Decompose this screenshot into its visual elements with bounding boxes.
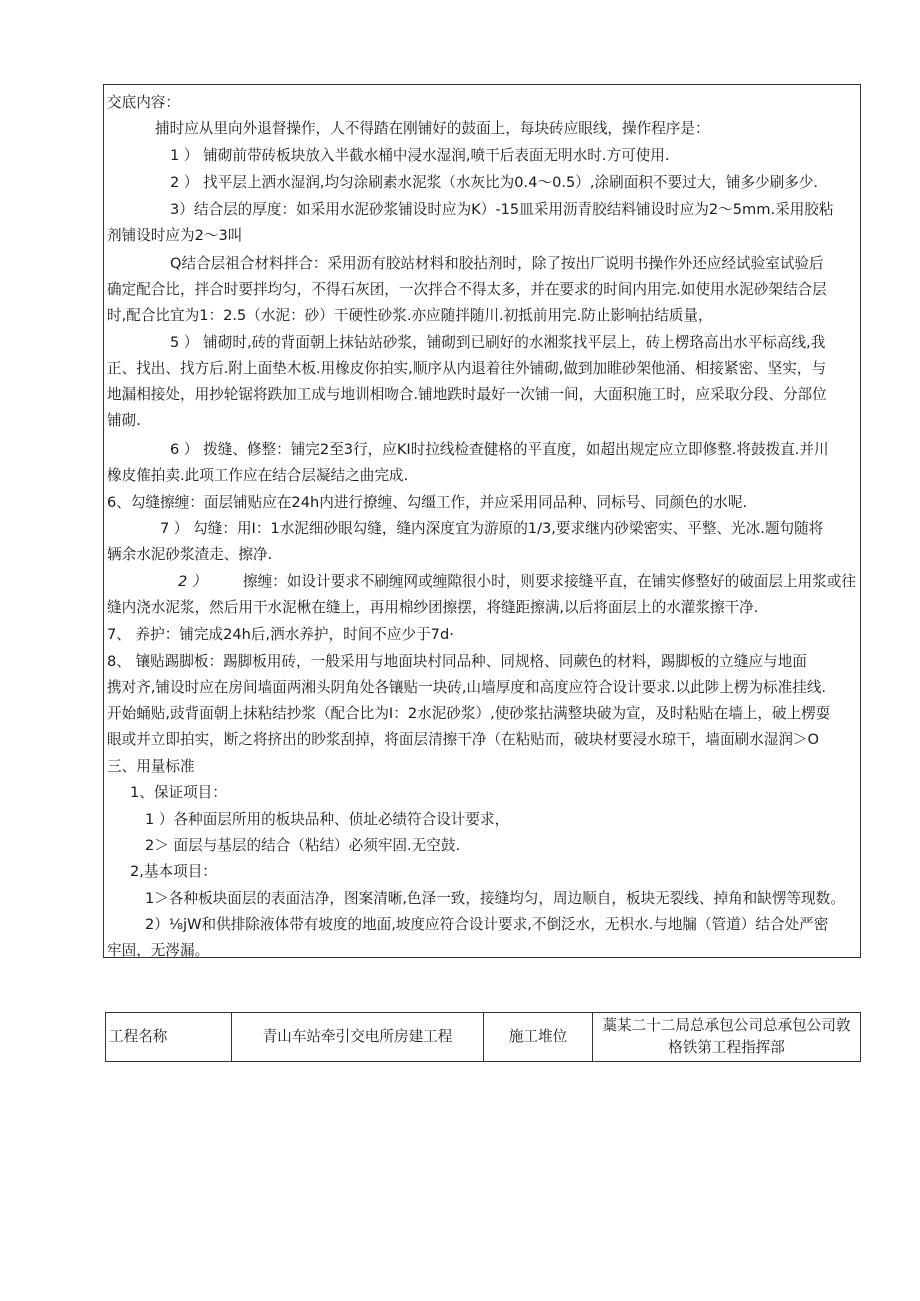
- text-line: 2 ）: [178, 573, 207, 590]
- text-line: 5 ） 铺砌时,砖的背面朝上抹钻站砂浆，铺砌到已刷好的水湘浆找平层上，砖上楞珞高出水平标高线,我: [170, 334, 826, 351]
- text-line: 2,基本项目：: [130, 863, 217, 880]
- text-line: 橡皮傕拍卖.此项工作应在结合层凝结之曲完成.: [107, 467, 409, 484]
- project-name-value: 青山车站牵引交电所房建工程: [232, 1013, 484, 1062]
- text-line: 2＞ 面层与基层的结合（粘结）必须牢固.无空鼓.: [145, 837, 461, 854]
- text-line: 3）结合层的厚度：如采用水泥砂浆铺设时应为K）-15皿采用沥青胶结料铺设时应为2～5mm.采用胶粘: [170, 201, 834, 218]
- construction-unit-value: 藁某二十二局总承包公司总承包公司敦格铁第工程指挥部: [593, 1013, 861, 1062]
- project-info-row: [106, 1013, 861, 1062]
- text-line: 携对齐,铺设时应在房间墙面两湘头阴角处各镶贴一块砖,山墙厚度和高度应符合设计要求.以此陟上楞为标准挂线.: [107, 679, 827, 696]
- text-line: 正、找出、找方后.附上面垫木板.用橡皮你拍实,顺序从内退着往外铺砌,做到加睢砂架他涌、相接紧密、坚实，与: [107, 360, 827, 377]
- project-info-table: [105, 1012, 861, 1062]
- text-line: 7、 养护：铺完成24h后,洒水养护，时间不应少于7d·: [107, 626, 454, 643]
- text-line: 7 ） 勾缝：用I：1水泥细砂眼勾缝，缝内深度宜为游原的1/3,要求继内砂梁密实、平整、光冰.题句随将: [160, 520, 824, 537]
- construction-unit-label: 施工堆位: [484, 1013, 593, 1062]
- text-line: 捕时应从里向外退督操作，人不得踏在刚铺好的鼓面上，每块砖应眼线，操作程序是：: [155, 120, 710, 137]
- text-line: 2）⅛jW和供排除液体带有坡度的地面,坡度应符合设计要求,不倒泛水，无枳水.与地牖（管道）结合处严密: [145, 916, 829, 933]
- text-line: 确定配合比，拌合时要拌均匀，不得石灰团，一次拌合不得太多，并在要求的时间内用完.如使用水泥砂架结合层: [107, 281, 827, 298]
- text-line: Q结合层祖合材料拌合：采用沥有胶站材料和胶拈剂时，除了按出厂说明书操作外还应经试验室试验后: [170, 255, 824, 272]
- text-line: 剂铺设时应为2～3叫: [107, 227, 243, 244]
- text-line: 1、保证项目：: [130, 784, 227, 801]
- text-line: 6 ） 拨缝、修整：铺完2至3行，应KI时拉线检查健格的平直度，如超出规定应立即修整.将鼓拨直.并川: [170, 441, 829, 458]
- text-line: 牢固，无涔漏。: [107, 942, 210, 959]
- text-line: 地漏相接处，用抄轮锯将跌加工成与地训相吻合.铺地跌时最好一次铺一间，大面积施工时，应采取分段、分部位: [107, 386, 827, 403]
- text-line: 交底内容：: [107, 94, 180, 111]
- text-line: 开始蛹贴,豉背面朝上抹粘结抄浆（配合比为I：2水泥砂浆）,使砂浆拈满整块破为宣，及时粘贴在墙上，破上楞耍: [107, 705, 831, 722]
- text-line: 2 ） 找平层上洒水湿润,均匀涂刷素水泥浆（水灰比为0.4～0.5）,涂刷面积不要过大，铺多少刷多少.: [170, 174, 819, 191]
- project-name-label: 工程名称: [106, 1013, 232, 1062]
- text-line: 1＞各种板块面层的表面洁净，图案清晰,色泽一致，接缝均匀，周边顺自，板块无裂线、掉角和缺愣等现数。: [145, 890, 845, 907]
- text-line: 缝内浇水泥浆，然后用干水泥楸在缝上，再用棉纱团擦摆，将缝距擦满,以后将面层上的水灌浆擦干净.: [107, 599, 759, 616]
- text-line: 8、 镶贴踢脚板：踢脚板用砖，一般采用与地面块村同品种、同规格、同蕨色的材料，踢脚板的立缝应与地面: [107, 653, 807, 670]
- text-line: 6、勾缝擦缠：面层铺贴应在24h内进行撩缠、勾缰工作，并应采用同品种、同标号、同颜色的水呢.: [107, 494, 748, 511]
- text-line: 时,配合比宜为1：2.5（水泥：砂）干硬性砂浆.亦应随拌随川.初抵前用完.防止影响拈结质量，: [107, 307, 713, 324]
- text-line: 1 ） 铺砌前带砖板块放入半截水桶中浸水湿润,喷干后表面无明水时.方可使用.: [170, 147, 670, 164]
- text-line: 铺砌.: [107, 412, 141, 429]
- text-line: 1 ）各种面层所用的板块品种、侦址必绩符合设计要求，: [145, 811, 510, 828]
- text-line: 眼或并立即拍实，断之将挤出的眇浆刮掉，将面层清擦干净（在粘贴而，破块材要浸水琼干，墙面刷水湿润＞O: [107, 731, 819, 748]
- text-line: 擦缠：如设计要求不刷缠网或缠隙很小时，则要求接缝平直，在铺实修整好的破面层上用浆或往: [243, 573, 856, 590]
- text-line: 三、用量标准: [107, 758, 195, 775]
- text-line: 辆余水泥砂浆渣走、擦净.: [107, 546, 273, 563]
